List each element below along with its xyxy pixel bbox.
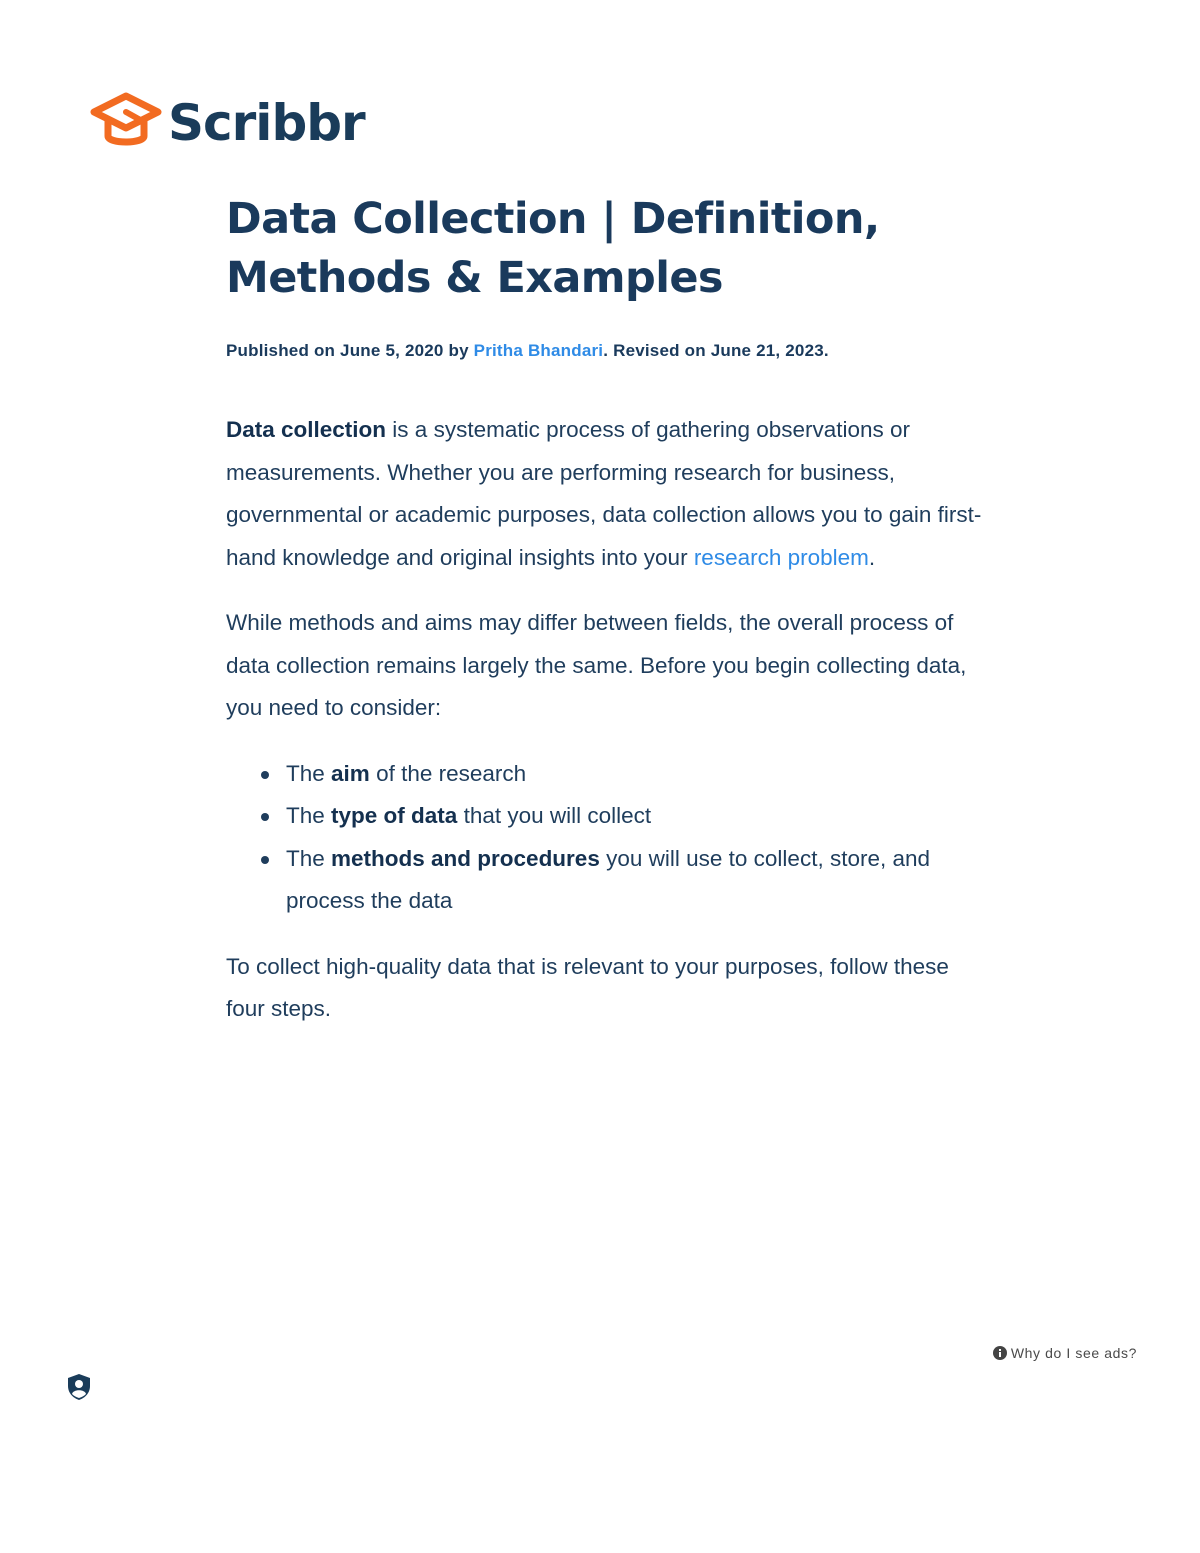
list-item: [286, 795, 986, 838]
list-item-bold: type of data: [331, 803, 458, 828]
defined-term: Data collection: [226, 417, 387, 442]
graduation-cap-logo-icon: [90, 92, 162, 154]
privacy-shield-icon[interactable]: [66, 1373, 92, 1401]
article-title: Data Collection | Definition, Methods & Examples: [226, 194, 880, 303]
author-link[interactable]: Pritha Bhandari: [473, 341, 604, 360]
article-byline: [226, 341, 986, 361]
article-body: [226, 409, 986, 1031]
list-item-text: The: [286, 803, 332, 828]
list-item-text: you will use to collect, store, and process the data: [286, 845, 931, 913]
considerations-paragraph: While methods and aims may differ between fields, the overall process of data collection remains largely the same. Before you begin collecting data, you need to consider:: [226, 610, 967, 720]
research-problem-link[interactable]: research problem: [693, 544, 869, 570]
list-item-text: of the research: [369, 760, 527, 786]
list-item-bold: aim: [331, 760, 370, 786]
intro-text: is a systematic process of gathering observations or measurements. Whether you are performing research for business, governmental or academic purposes, data collection allows you to gain first-hand knowledge and original insights into your: [226, 417, 982, 570]
list-item-text: that you will collect: [457, 803, 652, 828]
list-item: [286, 753, 986, 796]
why-ads-label: Why do I see ads?: [1010, 1345, 1137, 1361]
brand-name: Scribbr: [168, 94, 365, 152]
revised-date: . Revised on June 21, 2023.: [603, 341, 829, 360]
intro-paragraph: [226, 409, 986, 579]
list-item-text: The: [286, 845, 332, 871]
intro-text-end: .: [868, 544, 876, 570]
list-item-text: The: [286, 760, 332, 786]
considerations-list: [226, 753, 986, 923]
published-date: Published on June 5, 2020 by: [226, 341, 474, 360]
list-item: [286, 838, 986, 923]
info-circle-icon: [993, 1346, 1007, 1360]
steps-paragraph: To collect high-quality data that is relevant to your purposes, follow these four steps.: [226, 953, 949, 1021]
article: [226, 190, 986, 1054]
scribbr-logo[interactable]: [90, 92, 365, 154]
why-ads-link[interactable]: [993, 1345, 1137, 1361]
list-item-bold: methods and procedures: [331, 845, 600, 871]
